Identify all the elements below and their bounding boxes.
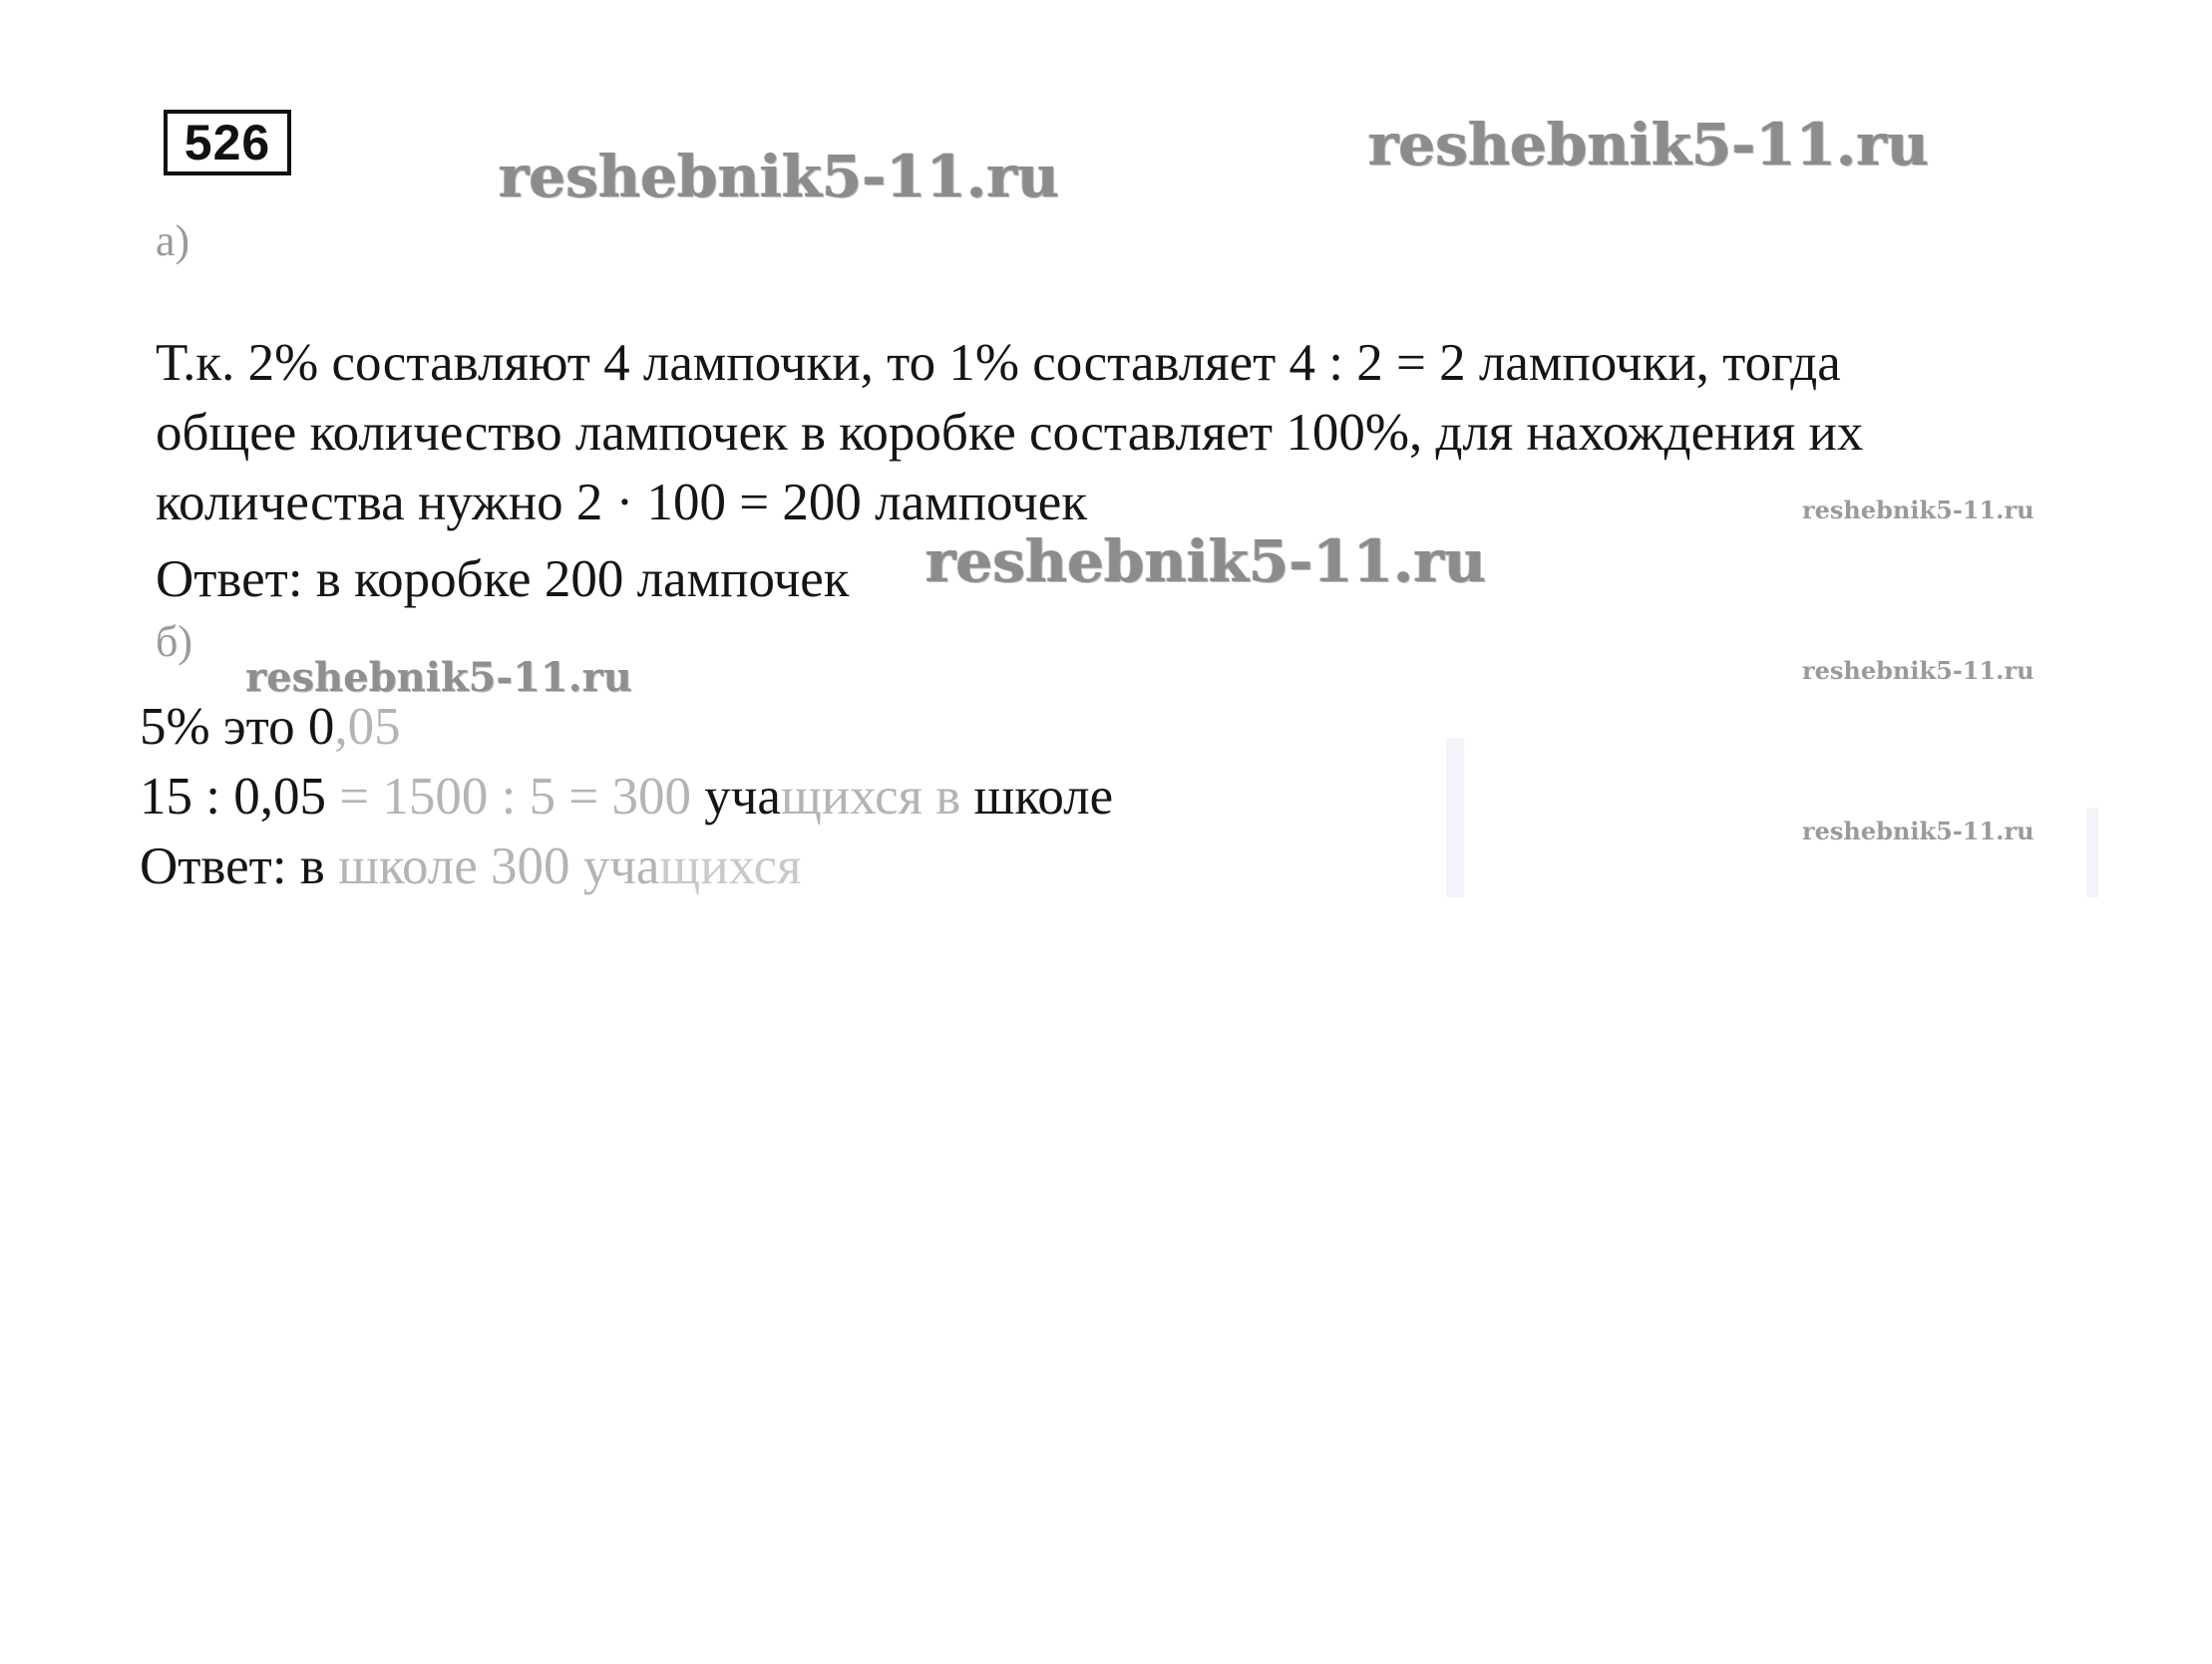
watermark-part-b: reshebnik5-11.ru — [245, 654, 632, 701]
part-b-answer-start: Ответ: в — [140, 837, 339, 895]
part-a-label: а) — [156, 216, 190, 265]
part-b-line-2-mid: уча — [691, 768, 781, 826]
part-b-line-1 — [140, 698, 401, 756]
watermark-middle: reshebnik5-11.ru — [925, 527, 1487, 595]
part-a-line-3: количества нужно 2 · 100 = 200 лампочек — [156, 474, 1088, 531]
part-a-line-2: общее количество лампочек в коробке составляет 100%, для нахождения их — [156, 404, 1864, 462]
watermark-small-2: reshebnik5-11.ru — [1802, 656, 2034, 685]
watermark-small-1: reshebnik5-11.ru — [1802, 496, 2034, 524]
part-b-line-2-end: школе — [973, 768, 1114, 826]
part-b-line-2 — [140, 768, 1114, 826]
part-b-answer-faded-2: щихся — [659, 837, 802, 895]
part-b-line-2-faded: = 1500 : 5 = 300 — [339, 768, 691, 826]
watermark-top-right: reshebnik5-11.ru — [1368, 111, 1930, 178]
watermark-small-3: reshebnik5-11.ru — [1802, 817, 2034, 845]
part-b-line-2-faded-2: щихся в — [780, 768, 974, 826]
ghost-mark-1 — [1446, 738, 1464, 897]
part-a-line-1: Т.к. 2% составляют 4 лампочки, то 1% составляет 4 : 2 = 2 лампочки, тогда — [156, 334, 1841, 392]
part-b-line-1-start: 5% это 0 — [140, 698, 335, 756]
watermark-top-left: reshebnik5-11.ru — [499, 143, 1060, 210]
part-a-answer: Ответ: в коробке 200 лампочек — [156, 550, 850, 608]
ghost-mark-2 — [2086, 808, 2098, 897]
part-b-line-2-start: 15 : 0,05 — [140, 768, 340, 826]
part-b-answer — [140, 837, 802, 895]
part-b-answer-faded: школе 300 уча — [338, 837, 660, 895]
part-b-label: б) — [156, 617, 193, 666]
task-number-box: 526 — [164, 110, 291, 175]
part-b-line-1-faded: ,05 — [334, 698, 401, 756]
